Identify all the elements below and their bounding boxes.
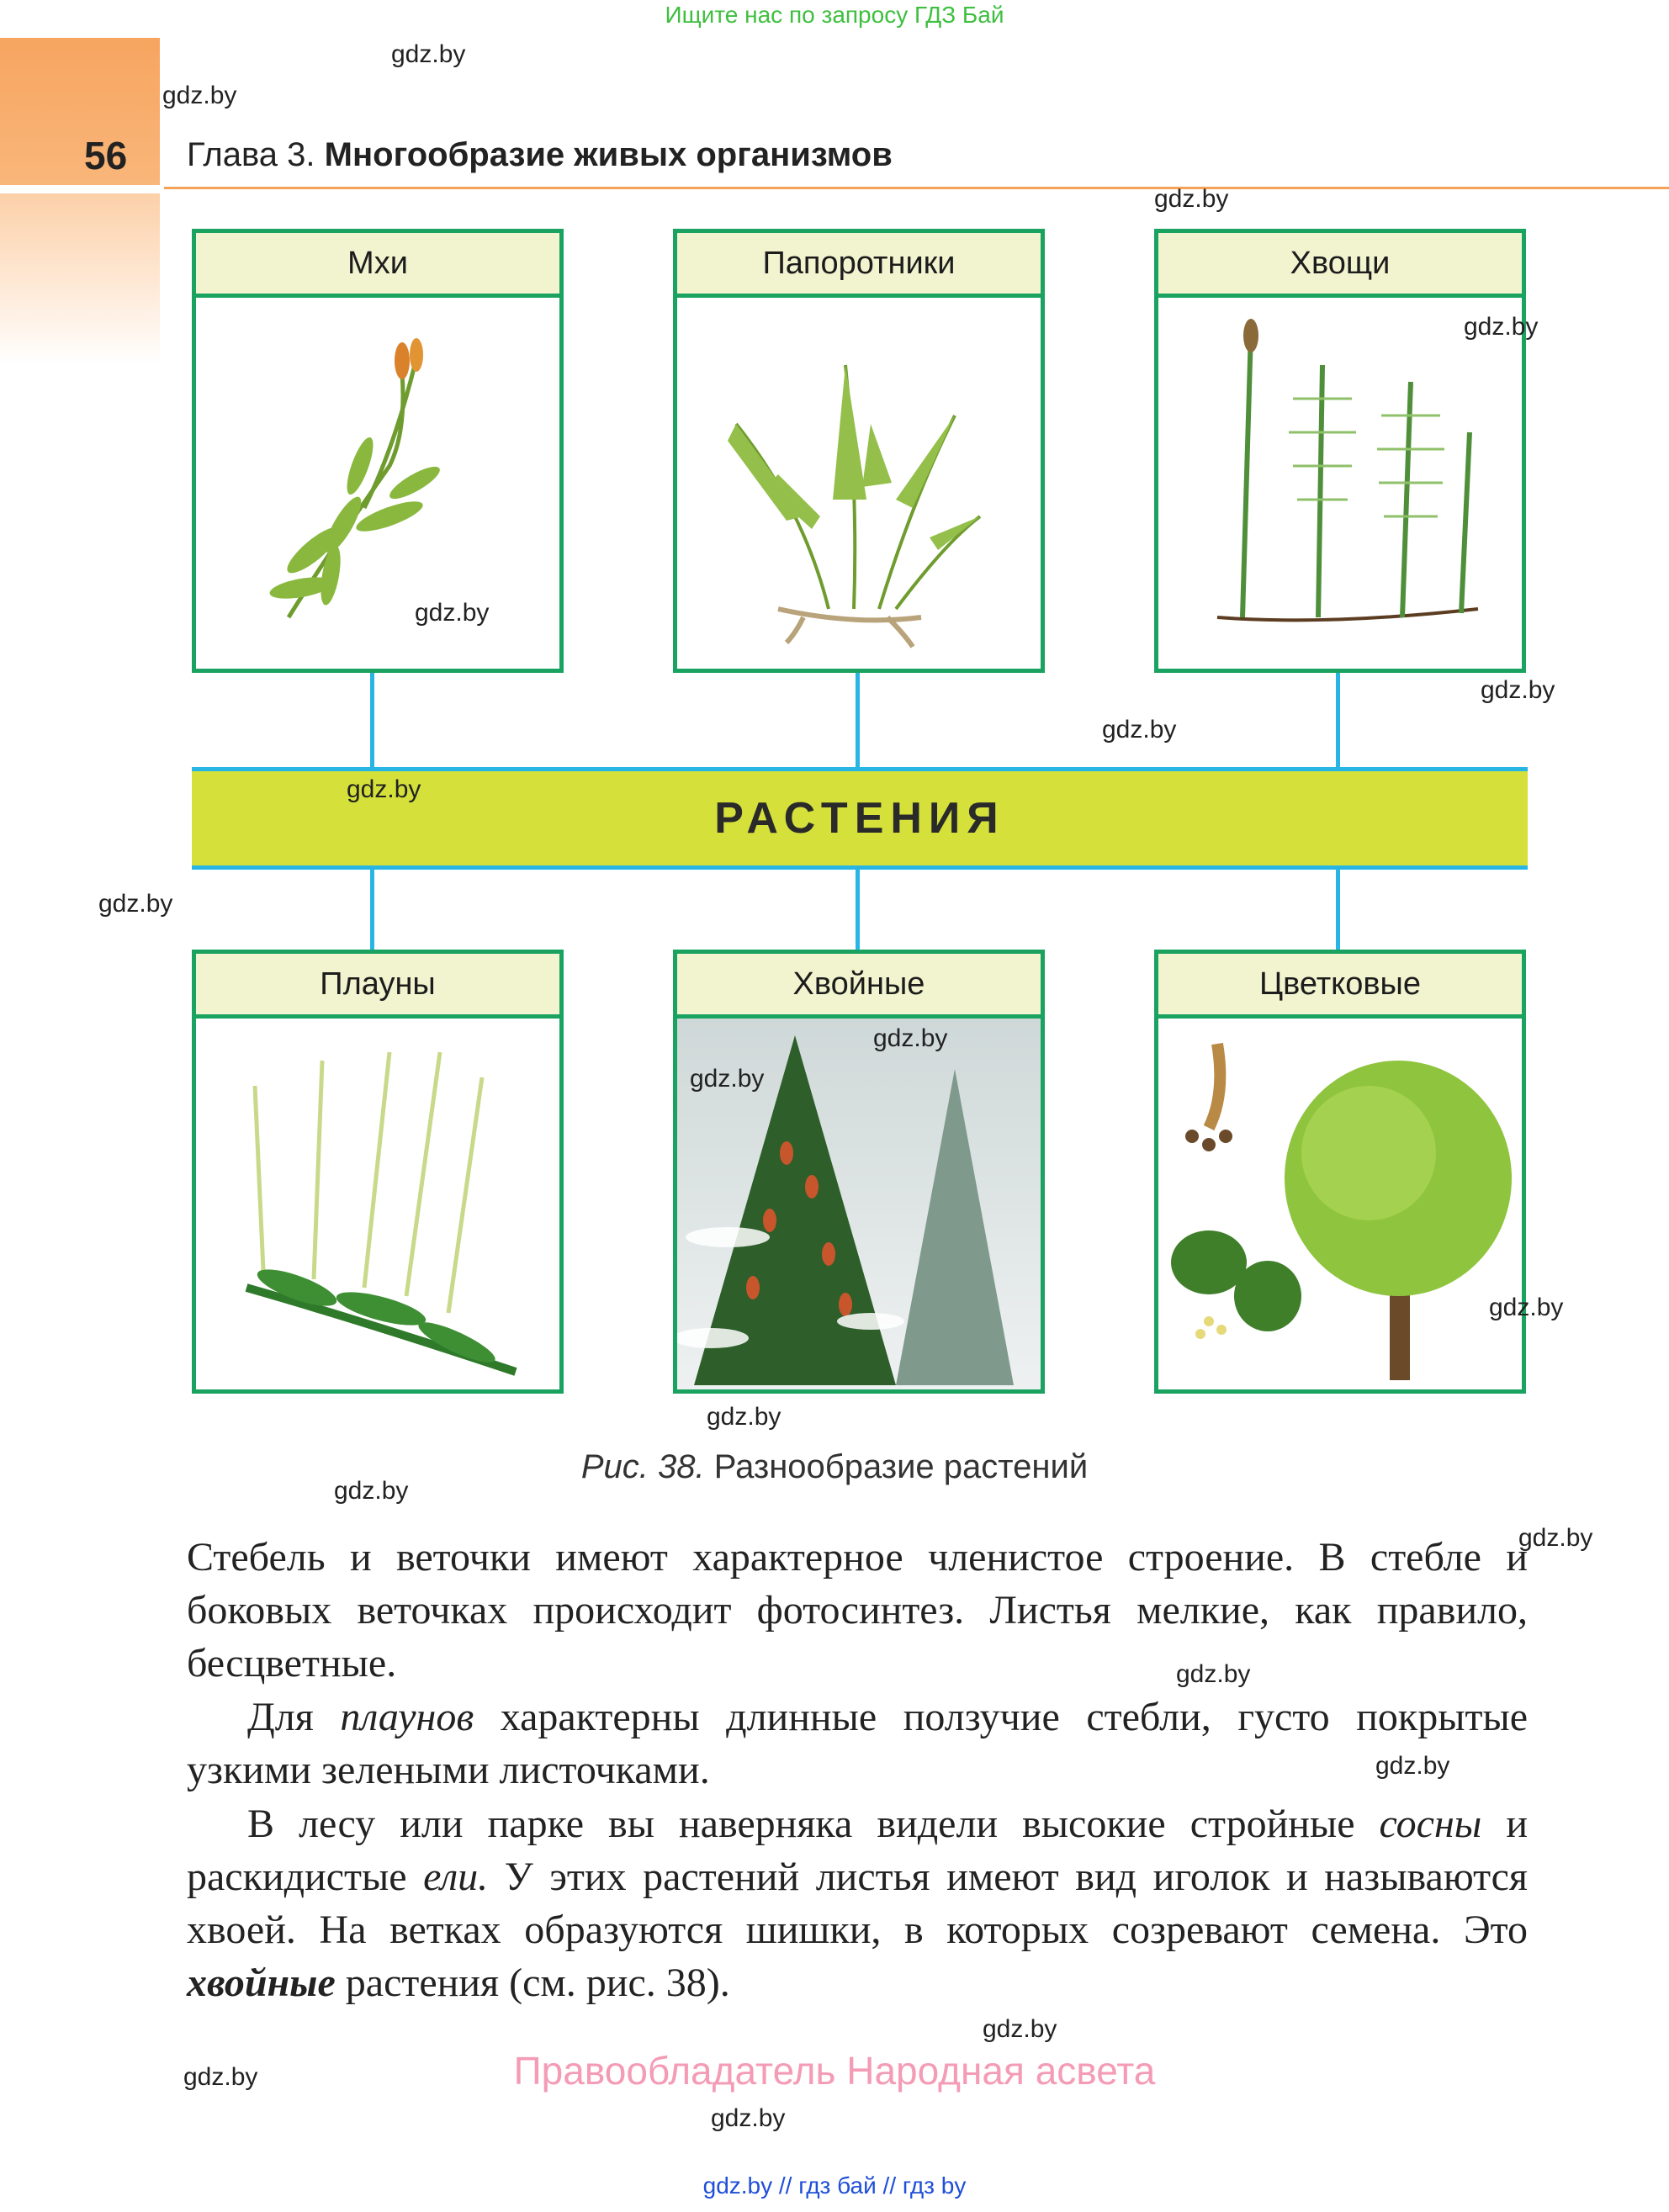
paragraph-3-text: и раскидистые xyxy=(187,1802,1529,1899)
watermark-text: gdz.by xyxy=(1375,1752,1450,1780)
header-rule xyxy=(164,187,1669,189)
watermark-text: gdz.by xyxy=(1102,716,1177,744)
paragraph-1: Стебель и веточки имеют характерное членистое строение. В стебле и боковых веточках происходит фотосинтез. Листья мелкие, как правило, бесцветные. xyxy=(187,1535,1528,1685)
watermark-text: gdz.by xyxy=(983,2015,1057,2043)
footer-links[interactable]: gdz.by // гдз бай // гдз by xyxy=(702,2172,967,2199)
term-conifers: хвойные xyxy=(187,1961,336,2005)
watermark-text: gdz.by xyxy=(1464,313,1539,341)
box-conifers xyxy=(673,950,1045,1394)
watermark-text: gdz.by xyxy=(711,2104,786,2132)
watermark-text: gdz.by xyxy=(1489,1294,1564,1321)
term-clubmosses: плаунов xyxy=(340,1695,474,1739)
box-ferns xyxy=(673,229,1045,673)
paragraph-3-text: В лесу или парке вы наверняка видели высокие стройные xyxy=(247,1802,1355,1846)
connector-horsetails xyxy=(1336,669,1340,767)
box-flowering-title: Цветковые xyxy=(1158,954,1522,1019)
top-banner: Ищите нас по запросу ГДЗ Бай xyxy=(665,2,1004,28)
watermark-text: gdz.by xyxy=(1481,676,1555,704)
box-moss-title: Мхи xyxy=(196,233,559,298)
watermark-text: gdz.by xyxy=(873,1024,948,1052)
connector-ferns xyxy=(856,669,860,767)
box-horsetails xyxy=(1154,229,1526,673)
paragraph-2-text: характерны длинные ползучие стебли, густо покрытые узкими зелеными листочками. xyxy=(187,1695,1528,1792)
box-conifers-title: Хвойные xyxy=(677,954,1041,1019)
horsetail-illustration xyxy=(1158,298,1522,669)
copyright-owner: Правообладатель Народная асвета xyxy=(513,2049,1156,2093)
watermark-text: gdz.by xyxy=(690,1065,765,1093)
term-spruces: ели. xyxy=(423,1855,489,1899)
watermark-text: gdz.by xyxy=(98,890,173,918)
paragraph-2-text: Для xyxy=(247,1695,314,1739)
watermark-text: gdz.by xyxy=(415,599,490,627)
figure-caption-text: Разнообразие растений xyxy=(713,1448,1089,1485)
box-ferns-title: Папоротники xyxy=(677,233,1041,298)
page-number: 56 xyxy=(84,134,128,177)
moss-illustration xyxy=(196,298,559,669)
watermark-text: gdz.by xyxy=(707,1403,782,1431)
paragraph-3-text: растения (см. рис. 38). xyxy=(345,1961,730,2005)
figure-caption xyxy=(0,1448,1669,1486)
watermark-text: gdz.by xyxy=(334,1477,409,1505)
figure-number: Рис. 38. xyxy=(580,1448,705,1485)
connector-moss xyxy=(370,669,374,767)
watermark-text: gdz.by xyxy=(347,775,421,803)
box-clubmoss xyxy=(192,950,564,1394)
fern-illustration xyxy=(677,298,1041,669)
watermark-text: gdz.by xyxy=(1154,185,1229,213)
watermark-text: gdz.by xyxy=(1518,1524,1593,1552)
clubmoss-illustration xyxy=(196,1019,559,1389)
connector-flowering xyxy=(1336,861,1340,950)
box-horsetails-title: Хвощи xyxy=(1158,233,1522,298)
box-moss xyxy=(192,229,564,673)
watermark-text: gdz.by xyxy=(1176,1660,1251,1688)
term-pines: сосны xyxy=(1379,1802,1482,1846)
paragraph-3 xyxy=(187,1797,1528,2009)
box-flowering xyxy=(1154,950,1526,1394)
page-tab-fade xyxy=(0,193,160,366)
plants-center-bar: РАСТЕНИЯ xyxy=(192,767,1528,870)
chapter-heading xyxy=(187,136,893,174)
paragraph-3-text: У этих растений листья имеют вид иголок и называются хвоей. На ветках образуются шишки, в которых созревают семена. Это xyxy=(187,1855,1529,1952)
box-clubmoss-title: Плауны xyxy=(196,954,559,1019)
watermark-text: gdz.by xyxy=(183,2063,258,2091)
flowering-illustration xyxy=(1158,1019,1522,1389)
connector-clubmoss xyxy=(370,861,374,950)
watermark-text: gdz.by xyxy=(391,40,466,68)
page-tab-decoration xyxy=(0,38,160,185)
connector-conifers xyxy=(856,861,860,950)
chapter-prefix: Глава 3. xyxy=(187,136,315,173)
paragraph-2 xyxy=(187,1691,1528,1797)
chapter-title: Многообразие живых организмов xyxy=(324,136,893,173)
watermark-text: gdz.by xyxy=(162,82,237,109)
